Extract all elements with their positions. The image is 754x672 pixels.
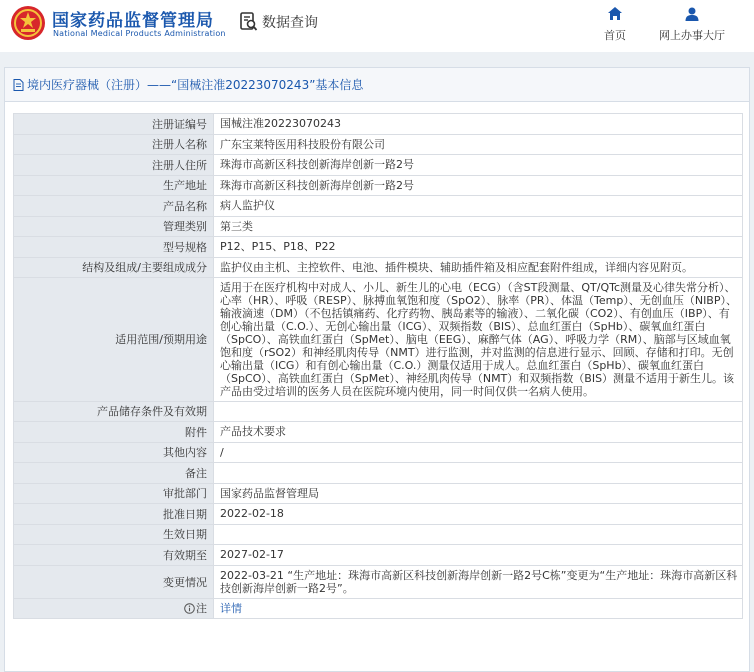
table-row: [14, 598, 743, 619]
field-value: 2027-02-17: [214, 545, 743, 566]
field-value: 珠海市高新区科技创新海岸创新一路2号: [214, 155, 743, 176]
field-label: 管理类别: [14, 216, 214, 237]
panel-title: 境内医疗器械（注册）——“国械注准20223070243”基本信息: [27, 77, 364, 92]
field-label: 结构及组成/主要组成成分: [14, 257, 214, 277]
field-label: 适用范围/预期用途: [14, 277, 214, 401]
nav-home[interactable]: [600, 6, 630, 43]
info-icon: [184, 603, 195, 614]
field-label: 型号规格: [14, 237, 214, 258]
field-label: 变更情况: [14, 565, 214, 598]
table-row: [14, 114, 743, 135]
registration-info-table: [13, 113, 743, 619]
field-label: 有效期至: [14, 545, 214, 566]
table-row: [14, 483, 743, 504]
nav-online-service-hall[interactable]: [653, 6, 731, 43]
field-value: [214, 401, 743, 422]
nav-service-label: 网上办事大厅: [659, 29, 725, 42]
table-row: [14, 237, 743, 258]
field-label: 注册证编号: [14, 114, 214, 135]
field-label: 生效日期: [14, 524, 214, 545]
field-label: 批准日期: [14, 504, 214, 525]
field-value: P12、P15、P18、P22: [214, 237, 743, 258]
table-row: [14, 196, 743, 217]
note-label: 注: [196, 602, 207, 616]
table-row: [14, 401, 743, 422]
table-row: [14, 422, 743, 443]
national-emblem-logo[interactable]: [10, 5, 46, 41]
field-value: 珠海市高新区科技创新海岸创新一路2号: [214, 175, 743, 196]
table-row: [14, 175, 743, 196]
field-label: 生产地址: [14, 175, 214, 196]
field-value: [214, 524, 743, 545]
detail-panel: [4, 67, 750, 672]
user-icon: [684, 6, 700, 22]
field-label: 审批部门: [14, 483, 214, 504]
field-value: 2022-02-18: [214, 504, 743, 525]
document-search-icon: [240, 12, 258, 32]
field-label: 产品储存条件及有效期: [14, 401, 214, 422]
table-row: [14, 216, 743, 237]
field-value: [214, 598, 743, 619]
field-label: 其他内容: [14, 442, 214, 463]
document-icon: [13, 79, 24, 91]
field-value: 适用于在医疗机构中对成人、小儿、新生儿的心电（ECG）（含ST段测量、QT/QTc测量及心律失常分析）、心率（HR）、呼吸（RESP）、脉搏血氧饱和度（SpO2）、脉率（PR）、体温（Temp）、无创血压（NIBP）、输液滴速（DM）（不包括镇痛药、化疗药物、胰岛素等的输液）、二氧化碳（CO2）、有创血压（IBP）、有创心输出量（C.O.）、无创心输出量（ICG）、双频指数（BIS）、总血红蛋白（SpHb）、碳氧血红蛋白（SpCO）、高铁血红蛋白（SpMet）、脑电（EEG）、麻醉气体（AG）、呼吸力学（RM）、脑部与区域血氧饱和度（rSO2）和神经肌肉传导（NMT）进行监测，并对监测的信息进行显示、回顾、存储和打印。无创心输出量（ICG）和有创心输出量（C.O.）测量仅适用于成人。总血红蛋白（SpHb）、碳氧血红蛋白（SpCO）、高铁血红蛋白（SpMet）、神经肌肉传导（NMT）和双频指数（BIS）测量不适用于新生儿。该产品由受过培训的医务人员在医院环境内使用，同一时间仅供一名病人使用。: [214, 277, 743, 401]
table-row: [14, 442, 743, 463]
field-value: 广东宝莱特医用科技股份有限公司: [214, 134, 743, 155]
field-value: 第三类: [214, 216, 743, 237]
field-label: 附件: [14, 422, 214, 443]
table-row: [14, 155, 743, 176]
panel-header: [5, 68, 749, 102]
data-query-label: 数据查询: [262, 15, 318, 31]
field-value: [214, 463, 743, 484]
table-row: [14, 565, 743, 598]
site-title[interactable]: 国家药品监督管理局: [52, 11, 214, 31]
details-link[interactable]: 详情: [220, 601, 242, 615]
field-label: 备注: [14, 463, 214, 484]
field-value: 国械注准20223070243: [214, 114, 743, 135]
data-query-link[interactable]: [240, 12, 318, 32]
page-body: [0, 52, 754, 672]
field-value: 国家药品监督管理局: [214, 483, 743, 504]
field-value: 2022-03-21 “生产地址：珠海市高新区科技创新海岸创新一路2号C栋”变更为“生产地址：珠海市高新区科技创新海岸创新一路2号”。: [214, 565, 743, 598]
table-row: [14, 504, 743, 525]
field-label: 注册人住所: [14, 155, 214, 176]
field-label: 注册人名称: [14, 134, 214, 155]
table-row: [14, 545, 743, 566]
table-row: [14, 257, 743, 277]
site-subtitle: National Medical Products Administration: [53, 29, 226, 38]
field-value: /: [214, 442, 743, 463]
table-row: [14, 524, 743, 545]
table-row: [14, 463, 743, 484]
field-value: 产品技术要求: [214, 422, 743, 443]
note-label-cell: [14, 598, 214, 619]
table-row: [14, 277, 743, 401]
field-label: 产品名称: [14, 196, 214, 217]
table-row: [14, 134, 743, 155]
field-value: 病人监护仪: [214, 196, 743, 217]
field-value: 监护仪由主机、主控软件、电池、插件模块、辅助插件箱及相应配套附件组成，详细内容见附页。: [214, 257, 743, 277]
home-icon: [607, 6, 623, 22]
site-header: [0, 0, 754, 52]
nav-home-label: 首页: [604, 29, 626, 42]
